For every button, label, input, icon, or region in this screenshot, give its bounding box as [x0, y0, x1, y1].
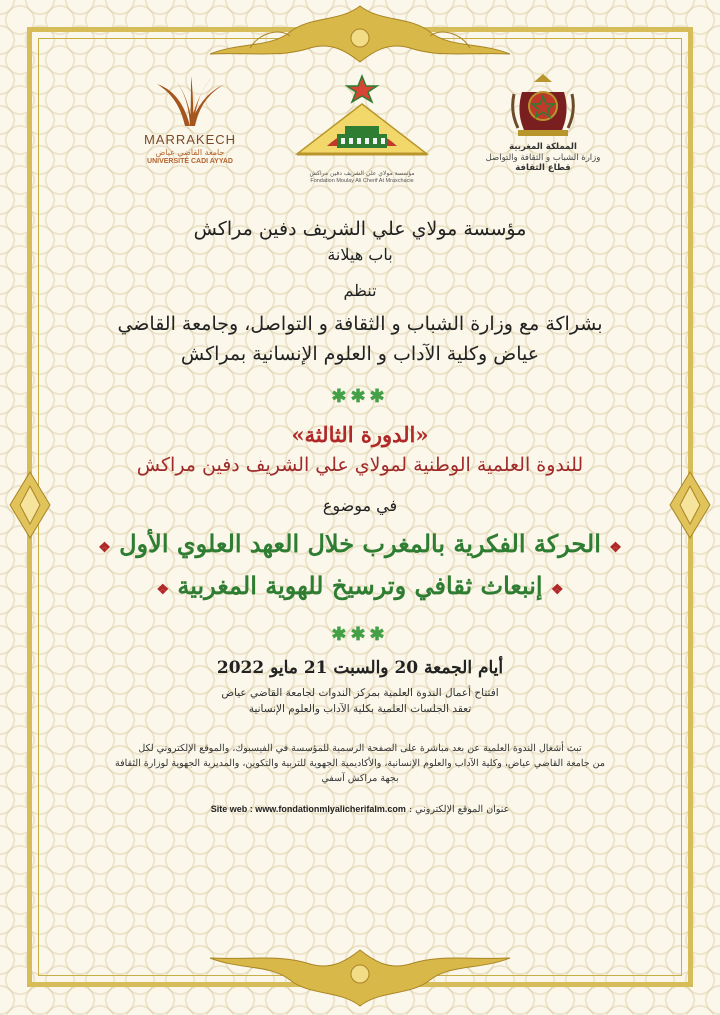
left-side-ornament [8, 470, 52, 540]
subject-intro: في موضوع [322, 496, 398, 515]
broadcast-line-2: من جامعة القاضي عياض، وكلية الآداب والعلوم الإنسانية، والأكاديمية الجهوية للتربية والتكوين، والمديرية الجهوية لوزارة الثقافة [115, 758, 605, 769]
opening-venue: افتتاح أعمال الندوة العلمية بمركز الندوات لجامعة القاضي عياض [221, 687, 499, 699]
website-url[interactable]: Site web : www.fondationmlyalicherifalm.com [210, 804, 406, 814]
theme-ornament-icon: ❖ [550, 582, 564, 598]
partnership-line-1: بشراكة مع وزارة الشباب و الثقافة و التواصل، وجامعة القاضي [117, 313, 603, 335]
theme-line-1-text: الحركة الفكرية بالمغرب خلال العهد العلوي الأول [119, 529, 601, 558]
edition-title: «الدورة الثالثة» [291, 422, 429, 447]
logos-row [0, 68, 720, 188]
organizes-verb: تنظم [343, 281, 377, 300]
ministry-sector: قطاع الثقافة [515, 163, 571, 174]
website-label: عنوان الموقع الإلكتروني : [408, 804, 510, 815]
theme-ornament-icon: ❖ [98, 540, 111, 556]
foundation-caption-arabic: مؤسسة مولاي علي الشريف دفين مراكش [309, 170, 415, 177]
symposium-title: للندوة العلمية الوطنية لمولاي علي الشريف دفين مراكش [136, 454, 584, 476]
theme-line-2-text: إنبعاث ثقافي وترسيخ للهوية المغربية [177, 571, 543, 600]
foundation-logo [282, 74, 442, 184]
theme-line-2 [60, 567, 660, 609]
announcement-content [60, 215, 660, 817]
ministry-name: وزارة الشباب و الثقافة والتواصل [485, 152, 601, 163]
organizer-location: باب هيلانة [327, 245, 393, 264]
morocco-coat-of-arms-icon [508, 72, 578, 138]
organizer-name: مؤسسة مولاي علي الشريف دفين مراكش [193, 218, 527, 240]
broadcast-line-3: بجهة مراكش آسفي [321, 773, 399, 784]
website-line [60, 802, 660, 817]
separator-stars-top: ✱✱✱ [331, 386, 389, 407]
top-ornament [190, 2, 530, 68]
partnership-line-2: عياض وكلية الآداب و العلوم الإنسانية بمراكش [180, 343, 540, 365]
foundation-caption-english: Fondation Moulay Ali Cherif At Mraxchacie [310, 177, 414, 184]
theme-line-1 [60, 525, 660, 567]
ministry-logo [478, 72, 608, 174]
cadi-ayyad-arabic-name: جامعة القاضي عياض [155, 148, 225, 158]
cadi-ayyad-emblem-icon [145, 76, 235, 128]
separator-stars-bottom: ✱✱✱ [331, 624, 389, 645]
sessions-venue: تعقد الجلسات العلمية بكلية الآداب والعلوم الإنسانية [248, 703, 472, 715]
bottom-ornament [190, 944, 530, 1010]
cadi-ayyad-french-name: UNIVERSITÉ CADI AYYAD [147, 158, 233, 166]
broadcast-line-1: تبث أشغال الندوة العلمية عن بعد مباشرة على الصفحة الرسمية للمؤسسة في الفيسبوك، والموقع الإلكتروني لكل [138, 743, 582, 754]
cadi-ayyad-logo [125, 76, 255, 167]
theme-ornament-icon: ❖ [156, 582, 170, 598]
foundation-emblem-icon [287, 74, 437, 166]
right-side-ornament [668, 470, 712, 540]
theme-ornament-icon: ❖ [609, 540, 622, 556]
ministry-kingdom: المملكة المغربية [509, 142, 577, 152]
cadi-ayyad-city: MARRAKECH [143, 132, 237, 147]
event-dates: أيام الجمعة 20 والسبت 21 مايو 2022 [216, 658, 504, 678]
